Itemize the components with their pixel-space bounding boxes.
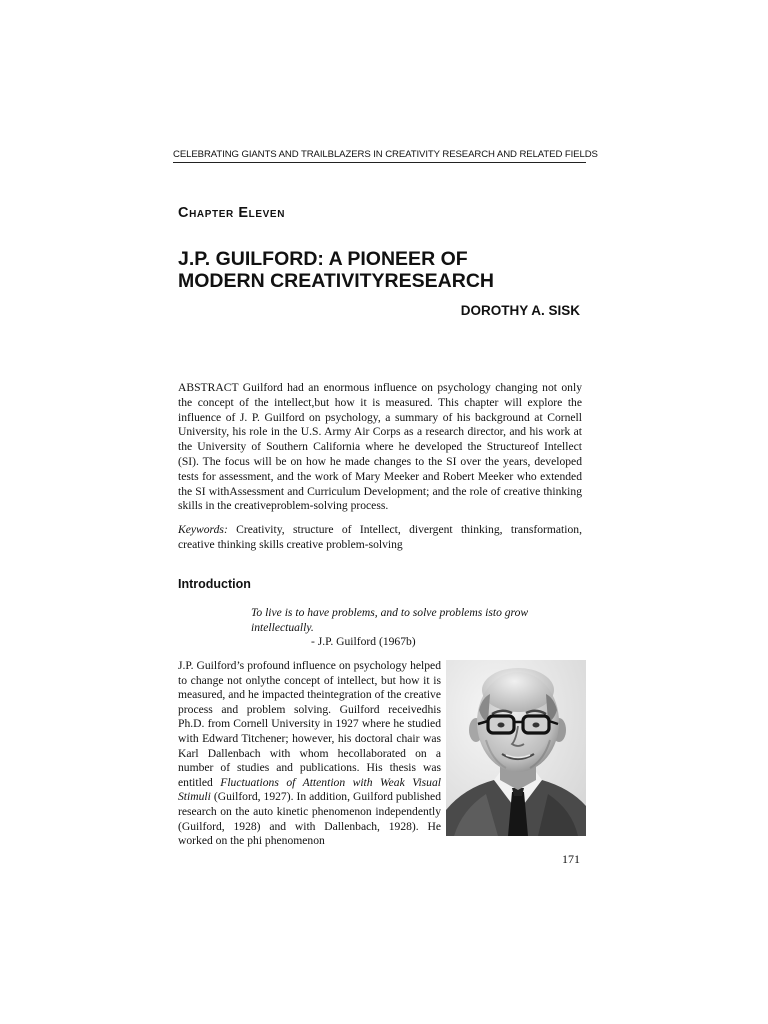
keywords-paragraph: [178, 523, 582, 553]
keywords-text: Creativity, structure of Intellect, divergent thinking, transformation, creative thinking skills creative problem-solving: [178, 523, 582, 551]
title-line-1: J.P. GUILFORD: A PIONEER OF: [178, 248, 468, 270]
author-name: DOROTHY A. SISK: [460, 303, 580, 318]
section-heading-introduction: Introduction: [178, 577, 251, 591]
title-line-2: MODERN CREATIVITYRESEARCH: [178, 270, 494, 292]
portrait-photo: [446, 660, 586, 836]
abstract-paragraph: ABSTRACT Guilford had an enormous influence on psychology changing not only the concept of the intellect,but how it is measured. This chapter will explore the influence of J. P. Guilford on psychology, a summary of his background at Cornell University, his role in the U.S. Army Air Corps as a research director, and his work at the University of Southern California where he developed the Structureof Intellect (SI). The focus will be on how he made changes to the SI over the years, developed tests for assessment, and the work of Mary Meeker and Robert Meeker who extended the SI withAssessment and Curriculum Development; and the role of creative thinking skills in the creativeproblem-solving process.: [178, 381, 582, 513]
page-number: 171: [562, 852, 580, 866]
running-head: CELEBRATING GIANTS AND TRAILBLAZERS IN CREATIVITY RESEARCH AND RELATED FIELDS: [173, 149, 586, 163]
epigraph: [251, 606, 571, 650]
epigraph-attribution: - J.P. Guilford (1967b): [311, 635, 416, 648]
body-text-part-1: J.P. Guilford’s profound influence on psychology helped to change not onlythe concept of intellect, but how it is measured, and he impacted theintegration of the creative process and problem solving. Guilford receivedhis Ph.D. from Cornell University in 1927 where he studied with Edward Titchener; however, his doctoral chair was Karl Dallenbach with whom hecollaborated on a number of studies and publications. His thesis was entitled: [178, 659, 441, 789]
keywords-label: Keywords:: [178, 523, 228, 536]
epigraph-quote: To live is to have problems, and to solve problems isto grow intellectually.: [251, 606, 529, 634]
chapter-title: [178, 248, 588, 292]
body-paragraph: [178, 659, 441, 849]
thesis-title: Fluctuations of Attention with Weak Visual Stimuli: [178, 775, 441, 804]
body-text-part-2: (Guilford, 1927). In addition, Guilford published research on the auto kinetic phenomenon independently (Guilford, 1928) and with Dallenbach, 1928). He worked on the phi phenomenon: [178, 790, 441, 848]
chapter-label: Chapter Eleven: [178, 205, 286, 221]
